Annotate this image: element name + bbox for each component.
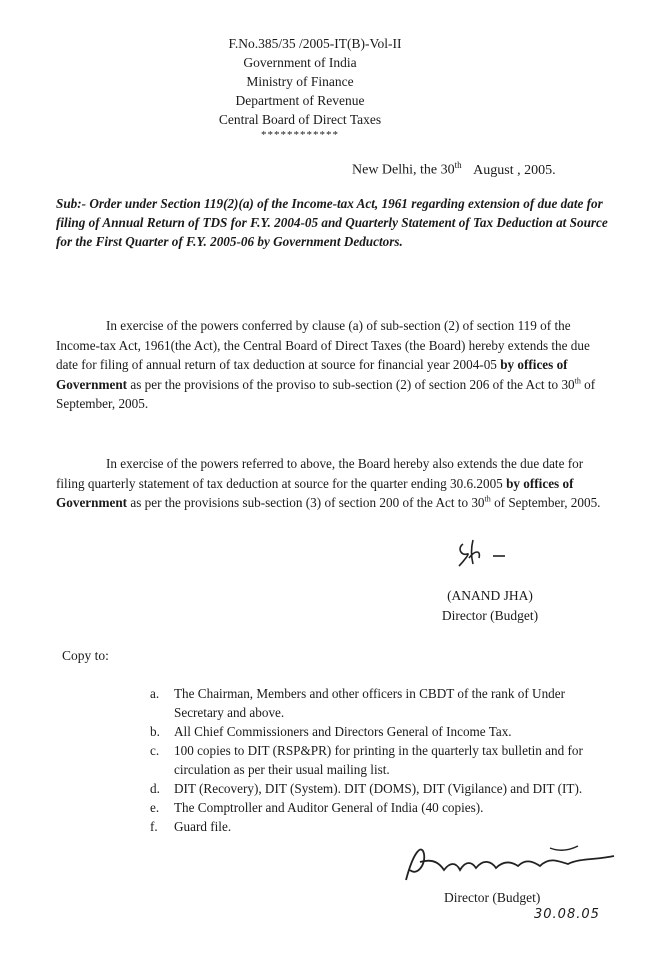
paragraph-1-bold: by offices of Government	[56, 357, 568, 392]
paragraph-2-sup: th	[484, 494, 491, 504]
paragraph-1-text-b: as per the provisions of the proviso to sub-section (2) of section 206 of the Act to 30	[127, 376, 575, 392]
paragraph-2-bold: by offices of Government	[56, 475, 574, 510]
list-item-text: DIT (Recovery), DIT (System). DIT (DOMS), DIT (Vigilance) and DIT (IT).	[174, 781, 583, 796]
footer-designation: Director (Budget)	[444, 890, 541, 905]
paragraph-2	[56, 454, 604, 513]
sd-handwriting-icon	[455, 536, 525, 572]
list-item-label: f.	[150, 819, 158, 834]
header-line-government: Government of India	[243, 55, 357, 70]
paragraph-2-text-c: of September, 2005.	[490, 495, 601, 510]
signatory-name: (ANAND JHA)	[447, 588, 533, 603]
list-item	[148, 722, 618, 741]
list-item-text: 100 copies to DIT (RSP&PR) for printing in the quarterly tax bulletin and for circulation as per their usual mailing list.	[174, 743, 583, 777]
letterhead	[150, 34, 450, 141]
header-stars: ************	[261, 129, 339, 141]
subject-line: Sub:- Order under Section 119(2)(a) of the Income-tax Act, 1961 regarding extension of due date for filing of Annual Return of TDS for F.Y. 2004-05 and Quarterly Statement of Tax Deduction at Source for the First Quarter of F.Y. 2005-06 by Government Deductors.	[56, 196, 608, 249]
signatory-designation: Director (Budget)	[441, 608, 539, 623]
letter-date	[352, 160, 556, 179]
list-item	[148, 817, 618, 836]
paragraph-1-text-c: of September, 2005.	[56, 376, 596, 411]
header-line-ministry: Ministry of Finance	[246, 74, 354, 89]
signatory-block	[420, 586, 560, 626]
header-line-department: Department of Revenue	[235, 93, 365, 108]
date-rest: August , 2005.	[473, 162, 556, 178]
date-prefix: New Delhi, the 30	[352, 162, 455, 178]
footer-date: 30.08.05	[534, 907, 600, 922]
list-item-label: b.	[150, 724, 160, 739]
paragraph-2-text-a: In exercise of the powers referred to above, the Board hereby also extends the due date for filing quarterly statement of tax deduction at source for the quarter ending 30.6.2005	[56, 456, 584, 491]
copy-to-list	[148, 684, 618, 836]
list-item-label: d.	[150, 781, 160, 796]
list-item-text: All Chief Commissioners and Directors General of Income Tax.	[174, 724, 512, 739]
list-item	[148, 779, 618, 798]
list-item-label: e.	[150, 800, 160, 815]
sd-signature	[455, 536, 525, 577]
header-line-board: Central Board of Direct Taxes	[218, 112, 382, 127]
copy-to-label: Copy to:	[62, 648, 109, 663]
list-item-label: c.	[150, 743, 160, 758]
list-item	[148, 741, 618, 779]
signature-handwriting-icon	[400, 840, 630, 890]
paragraph-1-text-a: In exercise of the powers conferred by clause (a) of sub-section (2) of section 119 of the Income-tax Act, 1961(the Act), the Central Board of Direct Taxes (the Board) hereby extends the due date for filing of annual return of tax deduction at source for financial year 2004-05	[56, 318, 590, 372]
list-item-label: a.	[150, 686, 160, 701]
list-item	[148, 684, 618, 722]
list-item-text: The Chairman, Members and other officers in CBDT of the rank of Under Secretary and above.	[174, 686, 566, 720]
paragraph-1-sup: th	[574, 376, 581, 386]
date-suffix: th	[454, 160, 462, 170]
list-item-text: Guard file.	[174, 819, 232, 834]
list-item	[148, 798, 618, 817]
list-item-text: The Comptroller and Auditor General of India (40 copies).	[174, 800, 484, 815]
paragraph-2-text-b: as per the provisions sub-section (3) of section 200 of the Act to 30	[127, 495, 485, 510]
paragraph-1	[56, 316, 604, 414]
handwritten-signature	[400, 840, 630, 895]
file-number: F.No.385/35 /2005-IT(B)-Vol-II	[228, 36, 402, 51]
